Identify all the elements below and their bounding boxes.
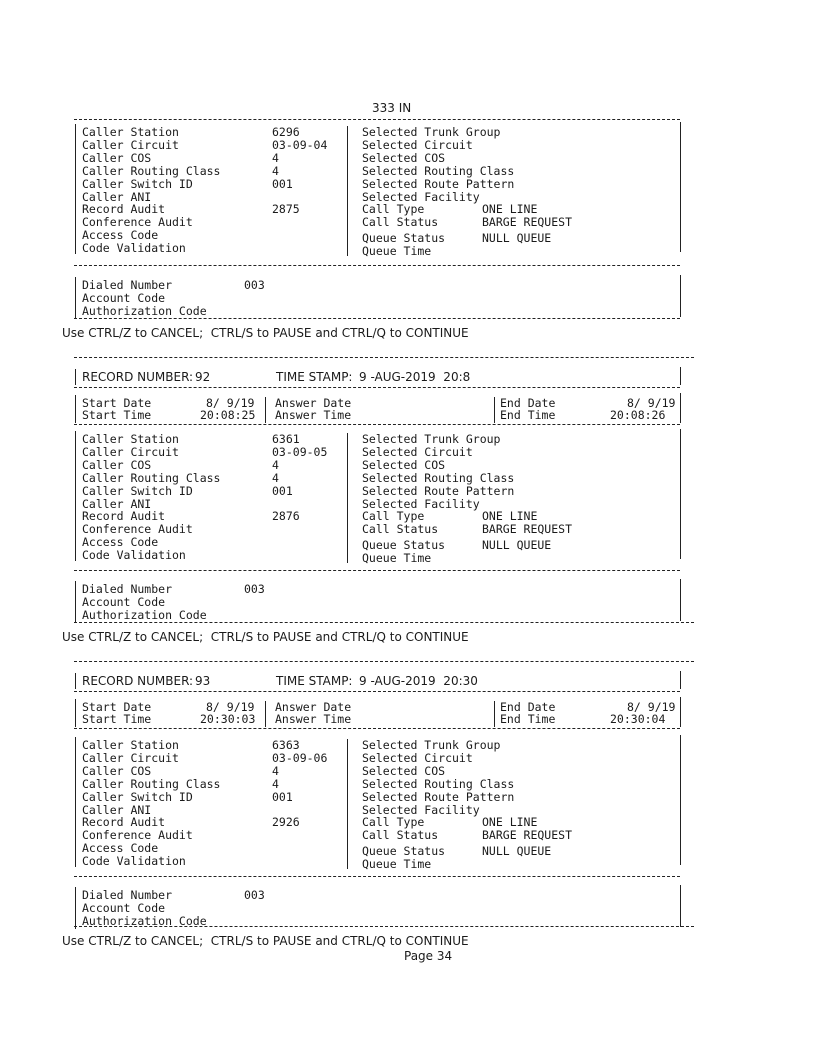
caller-ani-label: Caller ANI (82, 496, 152, 511)
end-time-label: End Time (500, 712, 556, 726)
end-date-label: End Date (500, 700, 556, 714)
vertical-rule (75, 277, 76, 319)
dashed-rule (74, 265, 680, 266)
caller-switch-id-value: 001 (272, 483, 293, 498)
selected-circuit-label: Selected Circuit (362, 444, 473, 459)
start-date-value: 8/ 9/19 (206, 700, 255, 714)
dashed-rule (74, 424, 680, 425)
record-number-label: RECORD NUMBER: (82, 370, 194, 384)
queue-time-label: Queue Time (362, 244, 432, 259)
account-code-label: Account Code (82, 901, 166, 915)
vertical-rule (75, 124, 76, 254)
caller-station-label: Caller Station (82, 125, 179, 139)
dialed-number-value: 003 (244, 888, 265, 902)
caller-station-label: Caller Station (82, 738, 179, 752)
end-time-value: 20:30:04 (610, 712, 666, 726)
vertical-rule (75, 431, 76, 561)
selected-routing-class-label: Selected Routing Class (362, 163, 515, 178)
cancel-notice: Use CTRL/Z to CANCEL; CTRL/S to PAUSE and CTRL/Q to CONTINUE (62, 934, 469, 948)
record-audit-label: Record Audit (82, 509, 166, 524)
selected-facility-label: Selected Facility (362, 802, 480, 817)
selected-routing-class-label: Selected Routing Class (362, 470, 515, 485)
dashed-rule (74, 119, 680, 120)
start-date-label: Start Date (82, 396, 152, 410)
call-status-label: Call Status (362, 215, 439, 230)
vertical-rule (75, 369, 76, 385)
caller-switch-id-value: 001 (272, 176, 293, 191)
start-time-value: 20:08:25 (200, 408, 256, 422)
queue-status-value: NULL QUEUE (482, 844, 552, 859)
account-code-label: Account Code (82, 595, 166, 609)
vertical-rule (680, 579, 681, 621)
vertical-rule (347, 739, 348, 869)
vertical-rule (75, 673, 76, 689)
vertical-rule (494, 701, 495, 727)
caller-circuit-value: 03-09-05 (272, 444, 328, 459)
vertical-rule (680, 122, 681, 252)
caller-switch-id-label: Caller Switch ID (82, 176, 193, 191)
vertical-rule (680, 367, 681, 385)
time-stamp-value: 9 -AUG-2019 20:8 (359, 370, 471, 384)
vertical-rule (265, 701, 266, 727)
caller-switch-id-label: Caller Switch ID (82, 789, 193, 804)
caller-circuit-label: Caller Circuit (82, 137, 179, 152)
conference-audit-label: Conference Audit (82, 828, 193, 843)
time-stamp-label: TIME STAMP: (276, 674, 353, 688)
time-stamp-value: 9 -AUG-2019 20:30 (359, 674, 478, 688)
record-audit-value: 2926 (272, 815, 300, 830)
start-date-value: 8/ 9/19 (206, 396, 255, 410)
dialed-number-label: Dialed Number (82, 278, 173, 292)
dashed-rule (74, 728, 680, 729)
start-time-label: Start Time (82, 712, 152, 726)
caller-cos-value: 4 (272, 457, 279, 472)
end-date-value: 8/ 9/19 (627, 700, 676, 714)
time-stamp-label: TIME STAMP: (276, 370, 353, 384)
queue-status-label: Queue Status (362, 538, 446, 553)
dashed-rule (74, 318, 680, 319)
caller-ani-label: Caller ANI (82, 189, 152, 204)
call-type-value: ONE LINE (482, 202, 538, 217)
caller-cos-label: Caller COS (82, 457, 152, 472)
call-type-label: Call Type (362, 815, 425, 830)
code-validation-label: Code Validation (82, 548, 186, 563)
call-type-label: Call Type (362, 509, 425, 524)
selected-routing-class-label: Selected Routing Class (362, 776, 515, 791)
vertical-rule (75, 699, 76, 727)
selected-route-pattern-label: Selected Route Pattern (362, 789, 515, 804)
record-number-label: RECORD NUMBER: (82, 674, 194, 688)
call-status-value: BARGE REQUEST (482, 522, 573, 537)
selected-trunk-group-label: Selected Trunk Group (362, 432, 501, 446)
caller-switch-id-label: Caller Switch ID (82, 483, 193, 498)
selected-facility-label: Selected Facility (362, 189, 480, 204)
call-status-value: BARGE REQUEST (482, 828, 573, 843)
selected-facility-label: Selected Facility (362, 496, 480, 511)
dashed-rule (74, 387, 680, 388)
caller-circuit-value: 03-09-06 (272, 750, 328, 765)
vertical-rule (75, 581, 76, 623)
caller-cos-label: Caller COS (82, 763, 152, 778)
vertical-rule (680, 429, 681, 559)
dashed-rule (74, 357, 694, 358)
answer-date-label: Answer Date (275, 396, 352, 410)
dashed-rule (74, 622, 694, 623)
start-time-value: 20:30:03 (200, 712, 256, 726)
caller-circuit-value: 03-09-04 (272, 137, 328, 152)
call-status-value: BARGE REQUEST (482, 215, 573, 230)
dashed-rule (74, 876, 680, 877)
queue-status-value: NULL QUEUE (482, 231, 552, 246)
vertical-rule (680, 735, 681, 865)
selected-route-pattern-label: Selected Route Pattern (362, 483, 515, 498)
queue-status-label: Queue Status (362, 844, 446, 859)
caller-switch-id-value: 001 (272, 789, 293, 804)
dashed-rule (74, 661, 694, 662)
selected-circuit-label: Selected Circuit (362, 137, 473, 152)
conference-audit-label: Conference Audit (82, 522, 193, 537)
vertical-rule (347, 433, 348, 563)
caller-ani-label: Caller ANI (82, 802, 152, 817)
authorization-code-label: Authorization Code (82, 608, 207, 622)
vertical-rule (680, 885, 681, 927)
vertical-rule (75, 737, 76, 867)
caller-station-value: 6363 (272, 738, 300, 752)
dashed-rule (74, 691, 680, 692)
answer-time-label: Answer Time (275, 408, 352, 422)
call-status-label: Call Status (362, 828, 439, 843)
start-time-label: Start Time (82, 408, 152, 422)
vertical-rule (680, 697, 681, 727)
vertical-rule (75, 887, 76, 929)
cancel-notice: Use CTRL/Z to CANCEL; CTRL/S to PAUSE and CTRL/Q to CONTINUE (62, 326, 469, 340)
record-number-value: 93 (195, 674, 211, 688)
code-validation-label: Code Validation (82, 854, 186, 869)
record-number-value: 92 (195, 370, 211, 384)
access-code-label: Access Code (82, 841, 159, 856)
caller-routing-class-value: 4 (272, 776, 279, 791)
selected-route-pattern-label: Selected Route Pattern (362, 176, 515, 191)
selected-cos-label: Selected COS (362, 763, 446, 778)
vertical-rule (347, 126, 348, 256)
selected-circuit-label: Selected Circuit (362, 750, 473, 765)
vertical-rule (680, 671, 681, 689)
access-code-label: Access Code (82, 228, 159, 243)
caller-routing-class-label: Caller Routing Class (82, 163, 221, 178)
dashed-rule (74, 570, 680, 571)
caller-circuit-label: Caller Circuit (82, 750, 179, 765)
end-time-value: 20:08:26 (610, 408, 666, 422)
vertical-rule (265, 397, 266, 423)
queue-status-label: Queue Status (362, 231, 446, 246)
cancel-notice: Use CTRL/Z to CANCEL; CTRL/S to PAUSE and CTRL/Q to CONTINUE (62, 630, 469, 644)
end-time-label: End Time (500, 408, 556, 422)
code-validation-label: Code Validation (82, 241, 186, 256)
vertical-rule (75, 395, 76, 423)
queue-status-value: NULL QUEUE (482, 538, 552, 553)
start-date-label: Start Date (82, 700, 152, 714)
authorization-code-label: Authorization Code (82, 914, 207, 928)
selected-cos-label: Selected COS (362, 150, 446, 165)
end-date-label: End Date (500, 396, 556, 410)
record-audit-label: Record Audit (82, 202, 166, 217)
caller-cos-value: 4 (272, 150, 279, 165)
authorization-code-label: Authorization Code (82, 304, 207, 318)
queue-time-label: Queue Time (362, 857, 432, 872)
vertical-rule (680, 393, 681, 423)
record-audit-label: Record Audit (82, 815, 166, 830)
caller-station-label: Caller Station (82, 432, 179, 446)
caller-circuit-label: Caller Circuit (82, 444, 179, 459)
access-code-label: Access Code (82, 535, 159, 550)
selected-trunk-group-label: Selected Trunk Group (362, 738, 501, 752)
caller-routing-class-value: 4 (272, 163, 279, 178)
conference-audit-label: Conference Audit (82, 215, 193, 230)
page-footer: Page 34 (404, 949, 453, 963)
page-header: 333 IN (372, 101, 412, 115)
caller-routing-class-label: Caller Routing Class (82, 470, 221, 485)
call-type-value: ONE LINE (482, 509, 538, 524)
end-date-value: 8/ 9/19 (627, 396, 676, 410)
queue-time-label: Queue Time (362, 551, 432, 566)
caller-station-value: 6361 (272, 432, 300, 446)
selected-trunk-group-label: Selected Trunk Group (362, 125, 501, 139)
account-code-label: Account Code (82, 291, 166, 305)
call-status-label: Call Status (362, 522, 439, 537)
dialed-number-label: Dialed Number (82, 888, 173, 902)
call-type-label: Call Type (362, 202, 425, 217)
dialed-number-value: 003 (244, 582, 265, 596)
dashed-rule (74, 926, 694, 927)
caller-cos-label: Caller COS (82, 150, 152, 165)
call-type-value: ONE LINE (482, 815, 538, 830)
caller-routing-class-value: 4 (272, 470, 279, 485)
answer-time-label: Answer Time (275, 712, 352, 726)
answer-date-label: Answer Date (275, 700, 352, 714)
dialed-number-value: 003 (244, 278, 265, 292)
dialed-number-label: Dialed Number (82, 582, 173, 596)
caller-station-value: 6296 (272, 125, 300, 139)
caller-routing-class-label: Caller Routing Class (82, 776, 221, 791)
record-audit-value: 2876 (272, 509, 300, 524)
caller-cos-value: 4 (272, 763, 279, 778)
vertical-rule (494, 397, 495, 423)
selected-cos-label: Selected COS (362, 457, 446, 472)
vertical-rule (680, 275, 681, 317)
record-audit-value: 2875 (272, 202, 300, 217)
